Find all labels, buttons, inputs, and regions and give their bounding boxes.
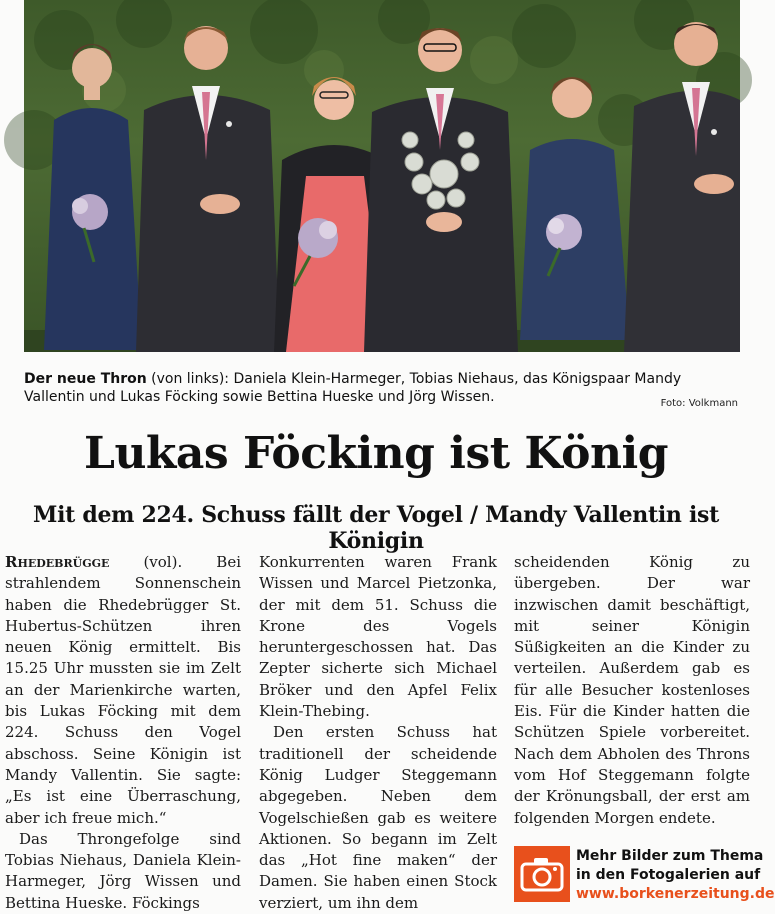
article-column-3 [514,552,750,829]
promo-url-link[interactable]: www.borkenerzeitung.de [576,886,775,902]
column-1-paragraph-1 [5,552,241,829]
photo-caption [24,370,740,406]
column-1-paragraph-2: Das Throngefolge sind Tobias Niehaus, Daniela Klein-Harmeger, Jörg Wissen und Bettina Hueske. Föckings [5,829,241,912]
gallery-promo[interactable] [514,842,775,905]
column-1-paragraph-1-text: (vol). Bei strahlendem Sonnenschein haben die Rhedebrügger St. Hubertus-Schützen ihren neuen König ermittelt. Bis 15.25 Uhr mussten sie im Zelt an der Marienkirche warten, bis Lukas Föcking mit dem 224. Schuss den Vogel abschoss. Seine Königin ist Mandy Vallentin. Sie sagte: „Es ist eine Überraschung, aber ich freue mich.“ [5,553,241,827]
group-photo [24,0,740,352]
column-2-paragraph-1: Konkurrenten waren Frank Wissen und Marcel Pietzonka, der mit dem 51. Schuss die Krone des Vogels heruntergeschossen hat. Das Zepter sicherte sich Michael Bröker und den Apfel Felix Klein-Thebing. [259,553,497,721]
column-2-paragraph-2: Den ersten Schuss hat traditionell der scheidende König Ludger Steggemann abgegeben. Neben dem Vogelschießen gab es weitere Aktionen. So begann im Zelt das „Hot fine maken“ der Damen. Sie haben einen Stock verziert, um ihn dem [259,723,497,912]
article-column-1 [5,552,241,914]
caption-lead: Der neue Thron [24,371,147,387]
promo-line-1: Mehr Bilder zum Thema [576,848,764,864]
article-column-2 [259,552,497,914]
caption-text: (von links): Daniela Klein-Harmeger, Tobias Niehaus, das Königspaar Mandy Vallentin und Lukas Föcking sowie Bettina Hueske und Jörg Wissen. [24,371,682,405]
article-subhead: Mit dem 224. Schuss fällt der Vogel / Mandy Vallentin ist Königin [33,502,719,554]
dateline: Rhedebrügge [5,553,110,571]
person-2 [136,26,280,352]
photo-credit: Foto: Volkmann [660,398,738,409]
promo-line-2: in den Fotogalerien auf [576,867,761,883]
camera-icon [514,846,570,902]
article-headline: Lukas Föcking ist König [84,428,668,479]
column-3-paragraph-1: scheidenden König zu übergeben. Der war inzwischen damit beschäftigt, mit seiner Königin Süßigkeiten an die Kinder zu verteilen. Außerdem gab es für alle Besucher kostenloses Eis. Für die Kinder hatten die Schützen Spiele vorbereitet. Nach dem Abholen des Throns vom Hof Steggemann folgte der Krönungsball, der erst am folgenden Morgen endete. [514,553,750,827]
person-1 [44,44,142,350]
group-photo-illustration [24,0,740,352]
